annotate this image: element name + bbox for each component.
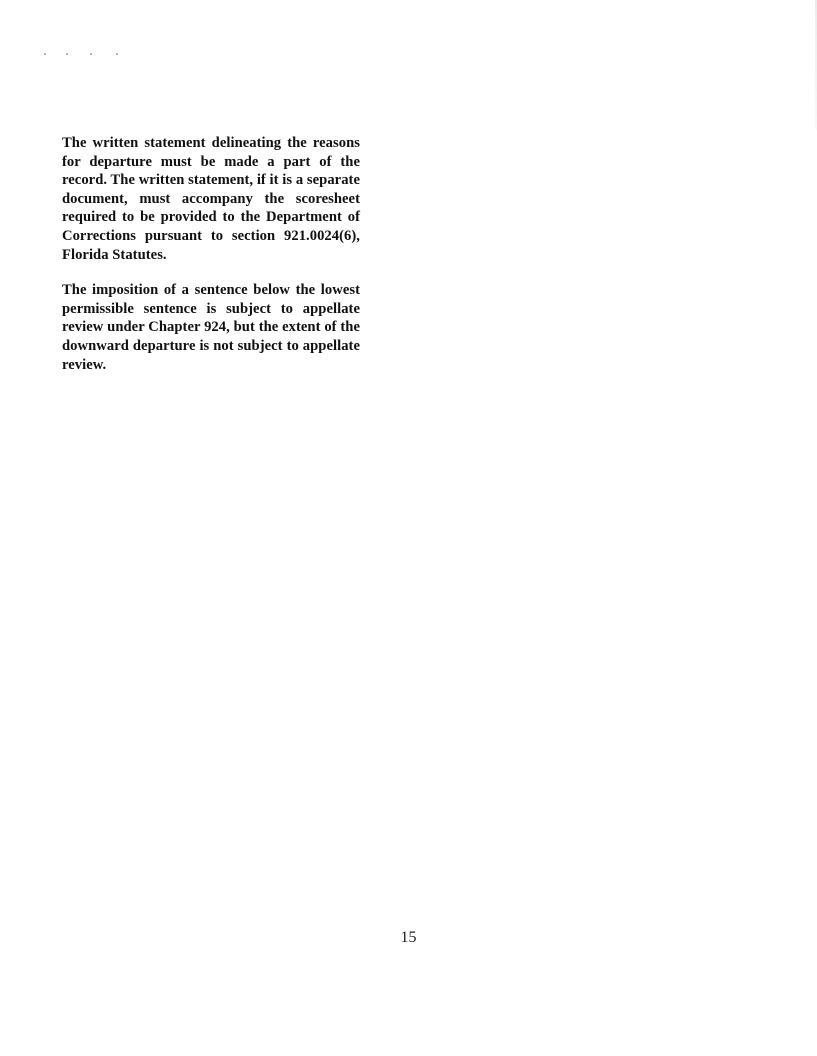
body-text [62, 134, 360, 374]
scan-artifact-dots [44, 53, 124, 59]
paragraph-appellate-review: The imposition of a sentence below the lowest permissible sentence is subject to appellate review under Chapter 924, but the extent of the downward departure is not subject to appellate review. [62, 282, 360, 373]
paragraph-written-statement: The written statement delineating the reasons for departure must be made a part of the record. The written statement, if it is a separate document, must accompany the scoresheet required to be provided to the Department of Corrections pursuant to section 921.0024(6), Florida Statutes. [62, 135, 360, 263]
page-number: 15 [400, 929, 417, 946]
